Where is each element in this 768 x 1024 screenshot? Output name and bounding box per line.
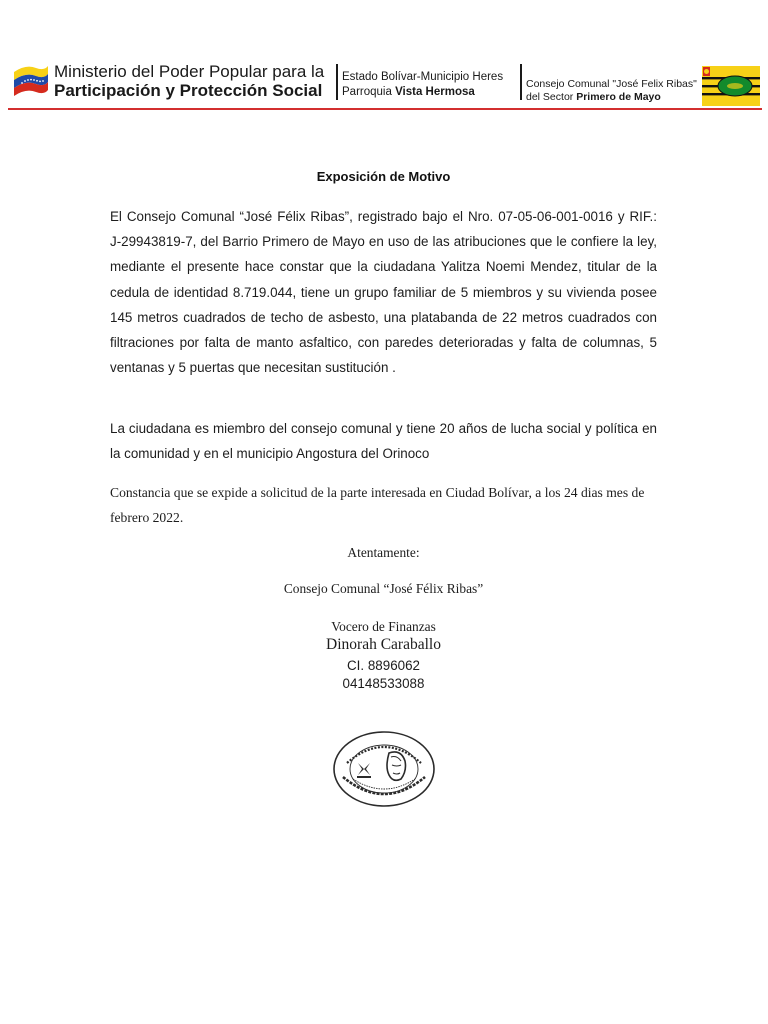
letterhead bbox=[8, 56, 760, 108]
header-divider bbox=[520, 64, 522, 100]
ministry-line-1: Ministerio del Poder Popular para la bbox=[54, 62, 325, 81]
ministry-name bbox=[54, 62, 344, 101]
sector-prefix: del Sector bbox=[526, 90, 577, 103]
paragraph-1: El Consejo Comunal “José Félix Ribas”, registrado bajo el Nro. 07-05-06-001-0016 y RIF.: J-29943819-7, del Barrio Primero de Mayo en uso de las atribuciones que le confiere la ley, mediante el presente hace constar que la ciudadana Yalitza Noemi Mendez, titular de la cedula de identidad 8.719.044, tiene un grupo familiar de 5 miembros y su vivienda posee 145 metros cuadrados de techo de asbesto, una platabanda de 22 metros cuadrados con filtraciones por falta de manto asfaltico, con paredes deterioradas y falta de columnas, 5 ventanas y 5 puertas que necesitan sustitución . bbox=[110, 209, 657, 376]
closing: Atentamente: bbox=[347, 545, 420, 560]
council-name: Consejo Comunal "José Felix Ribas" bbox=[526, 78, 697, 90]
council-stamp bbox=[331, 729, 437, 809]
header-divider bbox=[336, 64, 338, 100]
state-municipality: Estado Bolívar-Municipio Heres bbox=[342, 71, 504, 83]
header-rule bbox=[8, 108, 762, 110]
parish-prefix: Parroquia bbox=[342, 86, 396, 98]
venezuela-flag-logo bbox=[12, 60, 50, 96]
parish-name: Vista Hermosa bbox=[395, 86, 475, 98]
council-logo bbox=[702, 66, 760, 106]
signer-role: Vocero de Finanzas bbox=[331, 619, 436, 634]
council-signature: Consejo Comunal “José Félix Ribas” bbox=[283, 581, 484, 596]
state-parish-info bbox=[342, 70, 503, 100]
ministry-line-2: Participación y Protección Social bbox=[54, 81, 323, 100]
document-title: Exposición de Motivo bbox=[316, 169, 451, 184]
parish-line bbox=[342, 85, 503, 100]
sector-line bbox=[526, 91, 697, 104]
signer-name: Dinorah Caraballo bbox=[326, 636, 441, 653]
council-info bbox=[526, 78, 697, 103]
signer-id: CI. 8896062 bbox=[347, 658, 420, 673]
sector-name: Primero de Mayo bbox=[576, 90, 661, 103]
paragraph-3: Constancia que se expide a solicitud de la parte interesada en Ciudad Bolívar, a los 24 dias mes de febrero 2022. bbox=[110, 485, 645, 525]
signer-phone: 04148533088 bbox=[342, 676, 425, 691]
paragraph-2: La ciudadana es miembro del consejo comunal y tiene 20 años de lucha social y política en la comunidad y en el municipio Angostura del Orinoco bbox=[110, 421, 657, 462]
